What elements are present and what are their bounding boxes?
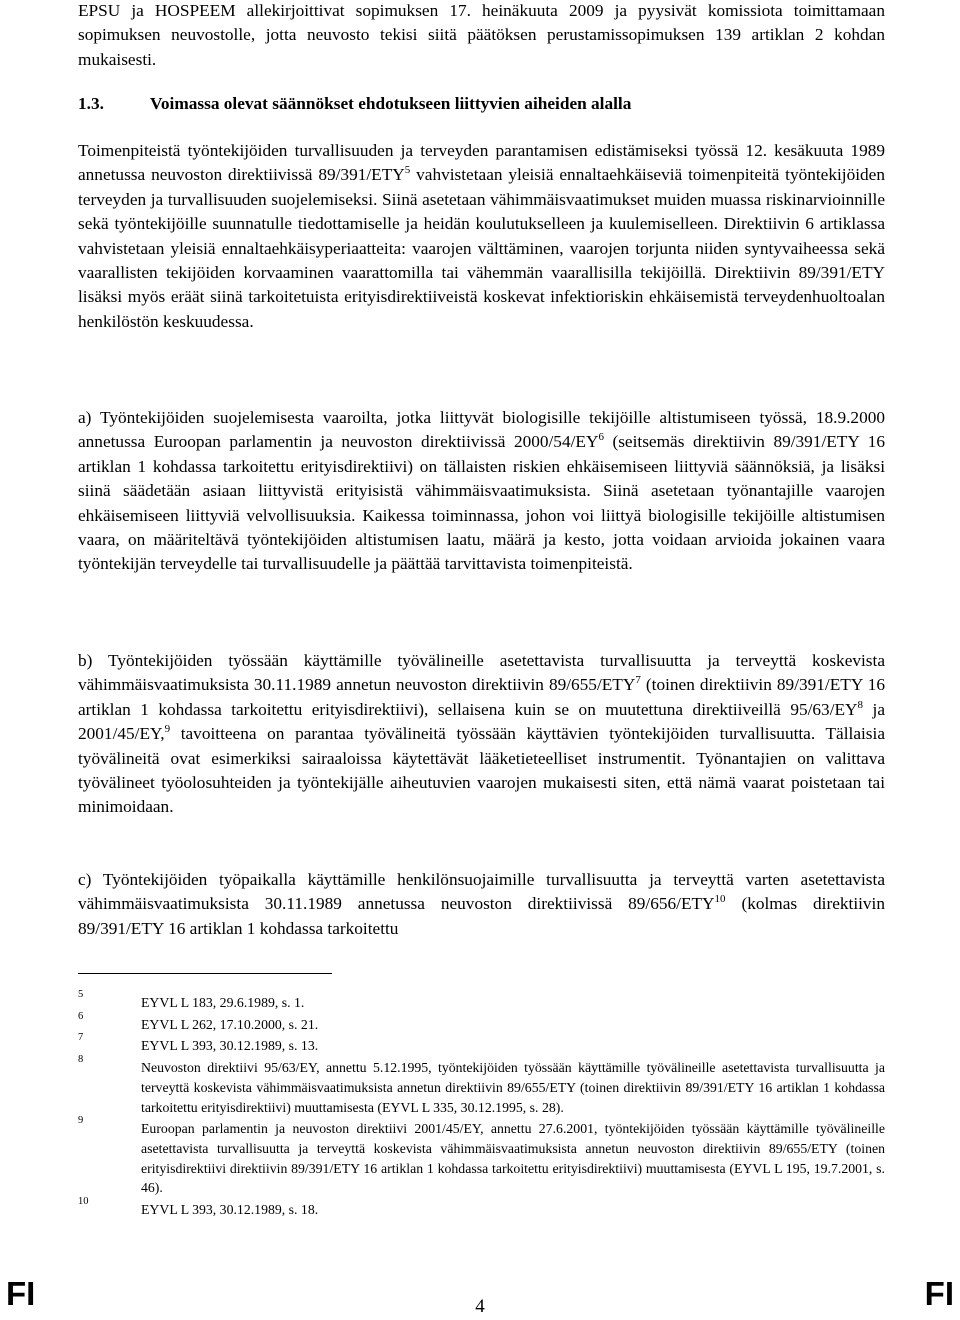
paragraph-text: (toinen direktiivin 89/391/ETY 16 artiklan 1 kohdassa tarkoitettu erityisdirektiivi), sellaisena kuin se on muutettuna direktiiveillä 95/63/EY [78, 675, 885, 719]
paragraph-work-equipment [78, 649, 885, 820]
footnote-ref[interactable]: 5 [404, 164, 411, 177]
footnote-number: 7 [78, 1032, 84, 1044]
footnote-ref[interactable]: 8 [857, 698, 864, 711]
paragraph-text: Toimenpiteistä työntekijöiden turvallisuuden ja terveyden parantamisen edistämiseksi työssä 12. kesäkuuta 1989 annetussa neuvoston direktiivissä 89/391/ETY [78, 141, 885, 185]
paragraph-text: (kolmas direktiivin 89/391/ETY 16 artiklan 1 kohdassa tarkoitettu [78, 894, 885, 938]
footnote-number: 10 [78, 1196, 89, 1208]
footnote-text: EYVL L 262, 17.10.2000, s. 21. [141, 1016, 319, 1032]
paragraph-text: tavoitteena on parantaa työvälineitä työssään käyttävien työntekijöiden turvallisuutta. Tällaisia työvälineitä ovat esimerkiksi sairaaloissa käytettävät lääketieteelliset instrumentit. Työnantajien on valittava työvälineet työolosuhteiden ja työntekijälle aiheutuvien vaarojen mukaisesti siten, että nämä vaarat poistetaan tai minimoidaan. [78, 724, 885, 817]
footnote-number: 6 [78, 1010, 84, 1022]
intro-paragraph: EPSU ja HOSPEEM allekirjoittivat sopimuksen 17. heinäkuuta 2009 ja pyysivät komissiota toimittamaan sopimuksen neuvostolle, jotta neuvosto tekisi siitä päätöksen perustamissopimuksen 139 artiklan 2 kohdan mukaisesti. [78, 1, 885, 69]
footnote-number: 8 [78, 1054, 84, 1066]
footnote-number: 5 [78, 989, 84, 1000]
section-title: Voimassa olevat säännökset ehdotukseen liittyvien aiheiden alalla [150, 94, 632, 113]
paragraph-directive-89-391 [78, 139, 885, 334]
footnote-text: Euroopan parlamentin ja neuvoston direktiivi 2001/45/EY, annettu 27.6.2001, työntekijöiden työssään käyttämille työvälineille asetettavista turvallisuutta ja terveyttä koskevista vähimmäisvaatimuksista annetun neuvoston direktiivin 89/655/ETY (toinen erityisdirektiivi direktiivin 89/391/ETY 16 artiklan 1 kohdassa tarkoitettu erityisdirektiivi) muuttamisesta (EYVL L 195, 19.7.2001, s. 46). [141, 1121, 885, 1196]
language-code-right: FI [924, 1275, 954, 1312]
footnote-text: Neuvoston direktiivi 95/63/EY, annettu 5.12.1995, työntekijöiden työssään käyttämille työvälineille asetettavista turvallisuutta ja terveyttä koskevista vähimmäisvaatimuksista annetun direktiivin 89/655/ETY (toinen direktiivin 89/391/ETY 16 artiklan 1 kohdassa tarkoitettu erityisdirektiivi) muuttamisesta (EYVL L 335, 30.12.1995, s. 28). [141, 1060, 885, 1115]
paragraph-text: a) Työntekijöiden suojelemisesta vaaroilta, jotka liittyvät biologisille tekijöille altistumiseen työssä, 18.9.2000 annetussa Euroopan parlamentin ja neuvoston direktiivissä 2000/54/EY [78, 408, 885, 452]
footnote-ref[interactable]: 10 [714, 893, 726, 906]
footnote-text: EYVL L 393, 30.12.1989, s. 13. [141, 1038, 319, 1054]
paragraph-text: vahvistetaan yleisiä ennaltaehkäiseviä toimenpiteitä työntekijöiden terveyden ja turvallisuuden suojelemiseksi. Siinä asetetaan vähimmäisvaatimukset muiden muassa riskinarvioinnille sekä työntekijöille suunnatulle tiedottamiselle ja heidän koulutukselleen ja kuulemiselleen. Direktiivin 6 artiklassa vahvistetaan yleisiä ennaltaehkäisyperiaatteita: vaarojen välttäminen, vaarojen torjunta niiden syntyvaiheessa sekä vaarallisten tekijöiden korvaaminen vaarattomilla tai vähemmän vaarallisilla tekijöillä. Direktiivin 89/391/ETY lisäksi myös eräät siinä tarkoitetuista erityisdirektiiveistä koskevat infektioriskin ehkäisemistä terveydenhuoltoalan henkilöstön keskuudessa. [78, 165, 885, 331]
page-number: 4 [475, 1296, 485, 1317]
footnote [78, 1196, 885, 1220]
paragraph-text: ja 2001/45/EY, [78, 699, 885, 744]
paragraph-text: (seitsemäs direktiivin 89/391/ETY 16 artiklan 1 kohdassa tarkoitettu erityisdirektiivi) on tällaisten riskien ehkäisemiseen liittyviä säännöksiä, ja lisäksi siinä säädetään asiaan liittyvistä erityisistä vähimmäisvaatimuksista. Siinä asetetaan työnantajille vaarojen ehkäisemiseen liittyviä velvollisuuksia. Kaikessa toiminnassa, johon voi liittyä biologisille tekijöille altistumisen vaara, on määriteltävä työntekijöiden altistumisen laatu, määrä ja kesto, jotta voidaan arvioida jokainen vaara työntekijän terveydelle tai turvallisuudelle ja päättää tarvittavista toimenpiteistä. [78, 432, 885, 574]
footnote [78, 989, 885, 1013]
paragraph-text: c) Työntekijöiden työpaikalla käyttämille henkilönsuojaimille turvallisuutta ja terveyttä varten asetettavista vähimmäisvaatimuksista 30.11.1989 annetussa neuvoston direktiivissä 89/656/ETY [78, 870, 885, 914]
footnote-ref[interactable]: 9 [164, 723, 171, 736]
paragraph-biological-agents [78, 406, 885, 577]
section-heading [78, 92, 885, 116]
language-code-left: FI [6, 1275, 36, 1312]
footnotes [78, 989, 885, 1220]
footnote-separator [78, 973, 332, 974]
footnote-ref[interactable]: 7 [635, 674, 641, 687]
footnote [78, 1054, 885, 1117]
footnote [78, 1010, 885, 1035]
footnote-text: EYVL L 393, 30.12.1989, s. 18. [141, 1202, 319, 1218]
paragraph-text: b) Työntekijöiden työssään käyttämille työvälineille asetettavista turvallisuutta ja terveyttä koskevista vähimmäisvaatimuksista 30.11.1989 annetun neuvoston direktiivin 89/655/ETY [78, 651, 885, 695]
section-number: 1.3. [78, 94, 104, 113]
footnote-ref[interactable]: 6 [598, 431, 604, 444]
footnote [78, 1115, 885, 1198]
footnote-number: 9 [78, 1115, 84, 1127]
footnote-text: EYVL L 183, 29.6.1989, s. 1. [141, 995, 305, 1010]
paragraph-personal-protective-equipment [78, 868, 885, 941]
footnote [78, 1032, 885, 1056]
